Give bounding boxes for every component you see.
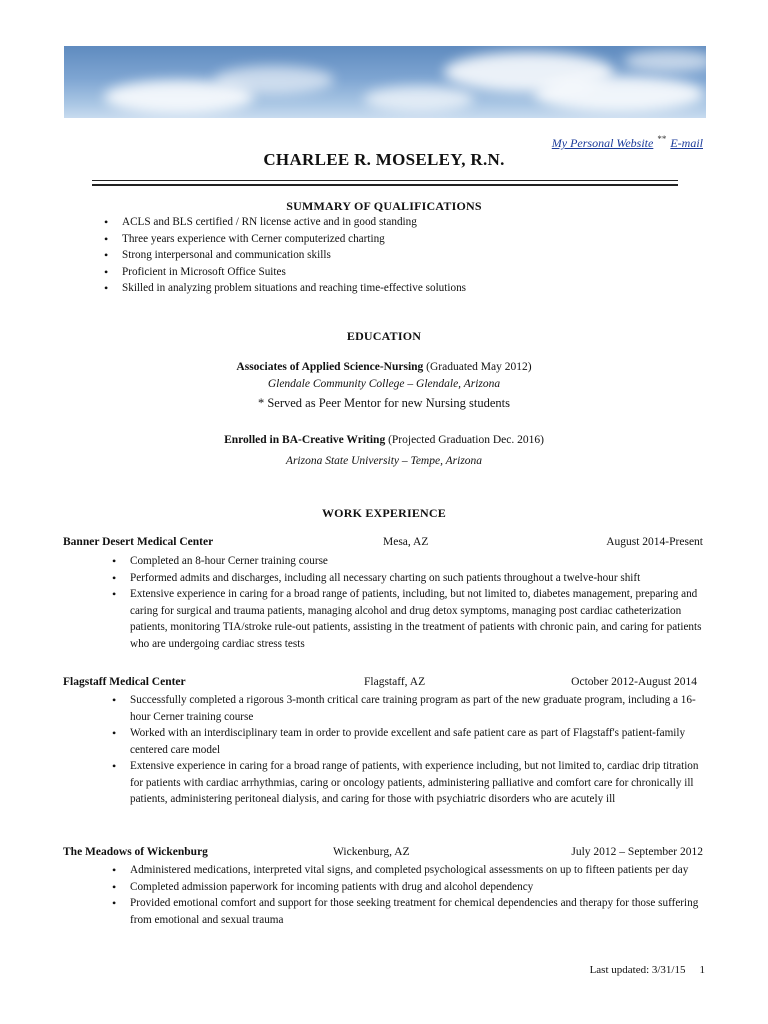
divider-thin [92,180,678,181]
degree-2-school: Arizona State University – Tempe, Arizona [285,455,483,467]
divider-thick [92,184,678,186]
contact-links [552,134,703,151]
list-item: • ACLS and BLS certified / RN license active and in good standing [98,214,708,231]
job-2-dates: October 2012-August 2014 [571,676,697,688]
list-item: • Extensive experience in caring for a broad range of patients, including, but not limited to, diabetes management, preparing and caring for surgical and trauma patients, managing alcohol and drug detox symptoms, managing post cardiac catheterization patients, monitoring TIA/stroke rule-out patients, assisting in the treatment of patients with chronic pain, and caring for patients who are undergoing cardiac stress tests [106,586,706,652]
work-heading: WORK EXPERIENCE [321,506,446,520]
job-2-list [106,692,706,808]
page-number: 1 [699,964,705,976]
list-item: • Performed admits and discharges, including all necessary charting on such patients throughout a twelve-hour shift [106,570,706,587]
job-3-employer: The Meadows of Wickenburg [63,846,208,858]
email-link[interactable]: E-mail [670,136,703,150]
header-sky-banner [64,46,706,118]
page-footer [590,964,705,976]
list-item: • Administered medications, interpreted vital signs, and completed psychological assessments on up to fifteen patients per day [106,862,706,879]
job-2-header [63,676,703,692]
list-item: • Provided emotional comfort and support for those seeking treatment for chemical dependencies and therapy for those suffering from emotional and sexual trauma [106,895,706,928]
list-item: • Completed an 8-hour Cerner training course [106,553,706,570]
list-item: • Completed admission paperwork for incoming patients with drug and alcohol dependency [106,879,706,896]
list-item: • Three years experience with Cerner computerized charting [98,231,708,248]
job-1-employer: Banner Desert Medical Center [63,536,214,548]
link-separator: ** [657,134,667,144]
degree-1-title: Associates of Applied Science-Nursing [236,361,424,373]
list-item: • Strong interpersonal and communication skills [98,247,708,264]
job-3-dates: July 2012 – September 2012 [571,846,703,858]
degree-2-title: Enrolled in BA-Creative Writing [224,434,386,446]
job-1-dates: August 2014-Present [606,536,703,548]
degree-2-line [0,434,768,446]
resume-name: CHARLEE R. MOSELEY, R.N. [263,150,505,169]
summary-heading: SUMMARY OF QUALIFICATIONS [286,199,482,213]
job-1-header [63,536,703,552]
job-3-location: Wickenburg, AZ [333,846,410,858]
summary-list [98,214,708,297]
degree-1-note: * Served as Peer Mentor for new Nursing students [257,396,511,410]
job-3-list [106,862,706,928]
last-updated: Last updated: 3/31/15 [589,964,686,976]
degree-1-school: Glendale Community College – Glendale, Arizona [267,378,501,390]
job-2-location: Flagstaff, AZ [364,676,426,688]
list-item: • Worked with an interdisciplinary team in order to provide excellent and safe patient care as part of Flagstaff's patient-family centered care model [106,725,706,758]
job-1-location: Mesa, AZ [383,536,429,548]
education-heading: EDUCATION [346,329,422,343]
list-item: • Proficient in Microsoft Office Suites [98,264,708,281]
personal-website-link[interactable]: My Personal Website [551,136,654,150]
list-item: • Successfully completed a rigorous 3-month critical care training program as part of the new graduate program, including a 16-hour Cerner training course [106,692,706,725]
degree-2-status: (Projected Graduation Dec. 2016) [385,434,544,446]
degree-1-status: (Graduated May 2012) [423,361,532,373]
job-1-list [106,553,706,652]
list-item: • Skilled in analyzing problem situations and reaching time-effective solutions [98,280,708,297]
degree-1-line [0,361,768,373]
job-3-header [63,846,703,862]
list-item: • Extensive experience in caring for a broad range of patients, with experience including, but not limited to, cardiac drip titration for patients with cardiac arrhythmias, caring or oncology patients, administering palliative and comfort care for chronically ill patients, administering peritoneal dialysis, and caring for those with psychiatric disorders who are acutely ill [106,758,706,808]
job-2-employer: Flagstaff Medical Center [63,676,186,688]
